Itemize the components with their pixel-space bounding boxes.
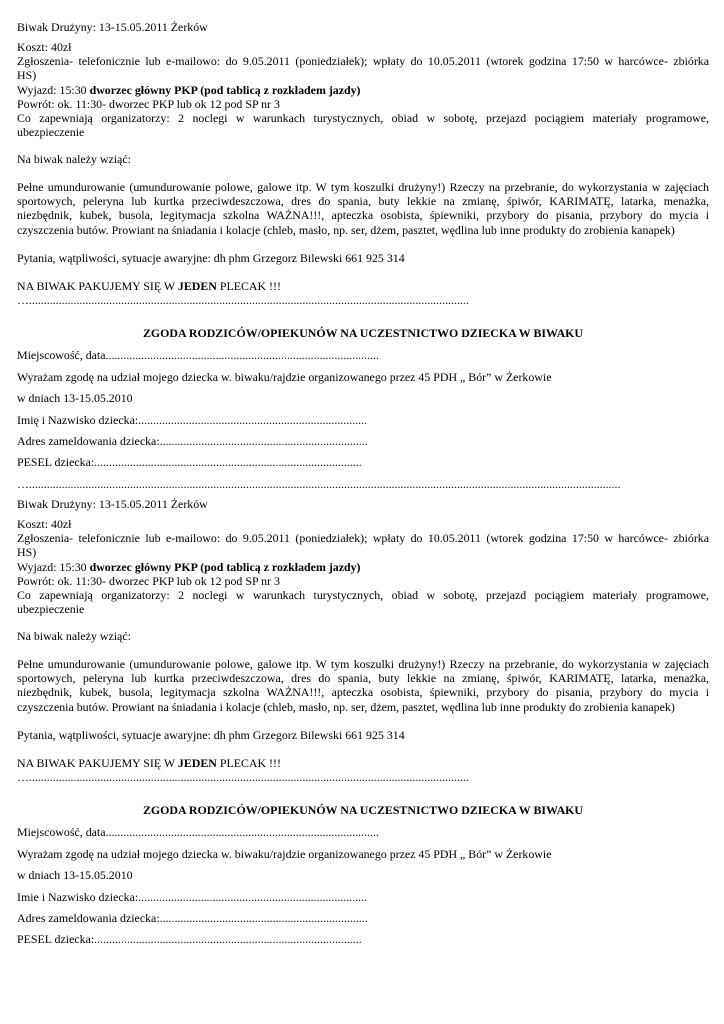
place-date-field: Miejscowość, data............................................................................................ xyxy=(17,348,379,362)
provided-line-end: ubezpieczenie xyxy=(17,602,85,617)
signup-line: Zgłoszenia- telefonicznie lub e-mailowo: do 9.05.2011 (poniedziałek); wpłaty do 10.05.2011 (wtorek godzina 17:50 w harcówce- zbiórka xyxy=(17,531,709,546)
signup-line: Zgłoszenia- telefonicznie lub e-mailowo: do 9.05.2011 (poniedziałek); wpłaty do 10.05.2011 (wtorek godzina 17:50 w harcówce- zbiórka xyxy=(17,54,709,69)
packing-line: niezbędnik, kubek, busola, legitymacja szkolna WAŻNA!!!, apteczka osobista, śpiewniki, przybory do pisania, przybory do mycia i xyxy=(17,208,709,223)
consent-statement: Wyrażam zgodę na udział mojego dziecka w. biwaku/rajdzie organizowanego przez 45 PDH „ Bór” w Żerkowie xyxy=(17,847,552,861)
camp-info xyxy=(17,517,709,616)
packing-heading: Na biwak należy wziąć: xyxy=(17,629,131,643)
backpack-emphasis: JEDEN xyxy=(177,756,217,770)
departure-line xyxy=(17,560,709,574)
signup-line-end: HS) xyxy=(17,68,37,83)
consent-heading: ZGODA RODZICÓW/OPIEKUNÓW NA UCZESTNICTWO DZIECKA W BIWAKU xyxy=(142,803,584,817)
packing-list xyxy=(17,180,709,237)
consent-dates: w dniach 13-15.05.2010 xyxy=(17,391,133,405)
child-address-field: Adres zameldowania dziecka:...................................................................... xyxy=(17,434,368,448)
cost-line: Koszt: 40zł xyxy=(17,40,72,54)
camp-info xyxy=(17,40,709,139)
separator-line: …....................................................................................................................................................................................................... xyxy=(17,477,621,491)
provided-line: Co zapewniają organizatorzy: 2 noclegi w warunkach turystycznych, obiad w sobotę, przejazd pociągiem materiały programowe, xyxy=(17,111,709,126)
child-address-field: Adres zameldowania dziecka:...................................................................... xyxy=(17,911,368,925)
backpack-notice xyxy=(17,279,709,307)
camp-title: Biwak Drużyny: 13-15.05.2011 Żerków xyxy=(17,497,208,511)
packing-line: niezbędnik, kubek, busola, legitymacja szkolna WAŻNA!!!, apteczka osobista, śpiewniki, przybory do pisania, przybory do mycia i xyxy=(17,685,709,700)
packing-line: sportowych, peleryna lub kurtka przeciwdeszczowa, dres do spania, buty lekkie na zmianę, śpiwór, KARIMATĘ, latarka, menażka, xyxy=(17,194,709,209)
packing-line-end: czyszczenia butów. Prowiant na śniadania i kolacje (chleb, masło, np. ser, dżem, pasztet, wędlina lub inne produkty do zrobienia kanapek) xyxy=(17,699,675,714)
backpack-text-after: PLECAK !!! xyxy=(216,279,281,293)
cost-line: Koszt: 40zł xyxy=(17,517,72,531)
cut-line: ….................................................................................................................................................... xyxy=(17,770,469,785)
backpack-text-after: PLECAK !!! xyxy=(216,756,281,770)
provided-line: Co zapewniają organizatorzy: 2 noclegi w warunkach turystycznych, obiad w sobotę, przejazd pociągiem materiały programowe, xyxy=(17,588,709,603)
child-name-field: Imię i Nazwisko dziecka:............................................................................. xyxy=(17,413,368,427)
departure-line xyxy=(17,83,709,97)
packing-line: sportowych, peleryna lub kurtka przeciwdeszczowa, dres do spania, buty lekkie na zmianę, śpiwór, KARIMATĘ, latarka, menażka, xyxy=(17,671,709,686)
child-pesel-field: PESEL dziecka:.......................................................................................... xyxy=(17,455,362,469)
departure-place: dworzec główny PKP (pod tablicą z rozkładem jazdy) xyxy=(89,559,361,574)
packing-heading: Na biwak należy wziąć: xyxy=(17,152,131,166)
backpack-text-before: NA BIWAK PAKUJEMY SIĘ W xyxy=(17,756,178,770)
camp-title: Biwak Drużyny: 13-15.05.2011 Żerków xyxy=(17,20,208,34)
cut-line: ….................................................................................................................................................... xyxy=(17,293,469,308)
backpack-notice xyxy=(17,756,709,784)
backpack-emphasis: JEDEN xyxy=(177,279,217,293)
packing-line-end: czyszczenia butów. Prowiant na śniadania i kolacje (chleb, masło, np. ser, dżem, pasztet, wędlina lub inne produkty do zrobienia kanapek) xyxy=(17,222,675,237)
backpack-line xyxy=(17,756,709,770)
return-line: Powrót: ok. 11:30- dworzec PKP lub ok 12 pod SP nr 3 xyxy=(17,573,280,588)
consent-statement: Wyrażam zgodę na udział mojego dziecka w. biwaku/rajdzie organizowanego przez 45 PDH „ Bór” w Żerkowie xyxy=(17,370,552,384)
place-date-field: Miejscowość, data............................................................................................ xyxy=(17,825,379,839)
packing-list xyxy=(17,657,709,714)
backpack-line xyxy=(17,279,709,293)
packing-line: Pełne umundurowanie (umundurowanie polowe, galowe itp. W tym koszulki drużyny!) Rzeczy na przebranie, do wykorzystania w zajęciach xyxy=(17,180,709,194)
consent-dates: w dniach 13-15.05.2010 xyxy=(17,868,133,882)
provided-line-end: ubezpieczenie xyxy=(17,125,85,140)
signup-line-end: HS) xyxy=(17,545,37,560)
return-line: Powrót: ok. 11:30- dworzec PKP lub ok 12 pod SP nr 3 xyxy=(17,96,280,111)
backpack-text-before: NA BIWAK PAKUJEMY SIĘ W xyxy=(17,279,178,293)
departure-time: Wyjazd: 15:30 xyxy=(17,559,90,574)
contact-line: Pytania, wątpliwości, sytuacje awaryjne: dh phm Grzegorz Bilewski 661 925 314 xyxy=(17,728,405,742)
consent-heading: ZGODA RODZICÓW/OPIEKUNÓW NA UCZESTNICTWO DZIECKA W BIWAKU xyxy=(142,326,584,340)
contact-line: Pytania, wątpliwości, sytuacje awaryjne: dh phm Grzegorz Bilewski 661 925 314 xyxy=(17,251,405,265)
child-pesel-field: PESEL dziecka:.......................................................................................... xyxy=(17,932,362,946)
departure-time: Wyjazd: 15:30 xyxy=(17,82,90,97)
departure-place: dworzec główny PKP (pod tablicą z rozkładem jazdy) xyxy=(89,82,361,97)
child-name-field: Imie i Nazwisko dziecka:............................................................................. xyxy=(17,890,368,904)
packing-line: Pełne umundurowanie (umundurowanie polowe, galowe itp. W tym koszulki drużyny!) Rzeczy na przebranie, do wykorzystania w zajęciach xyxy=(17,657,709,671)
